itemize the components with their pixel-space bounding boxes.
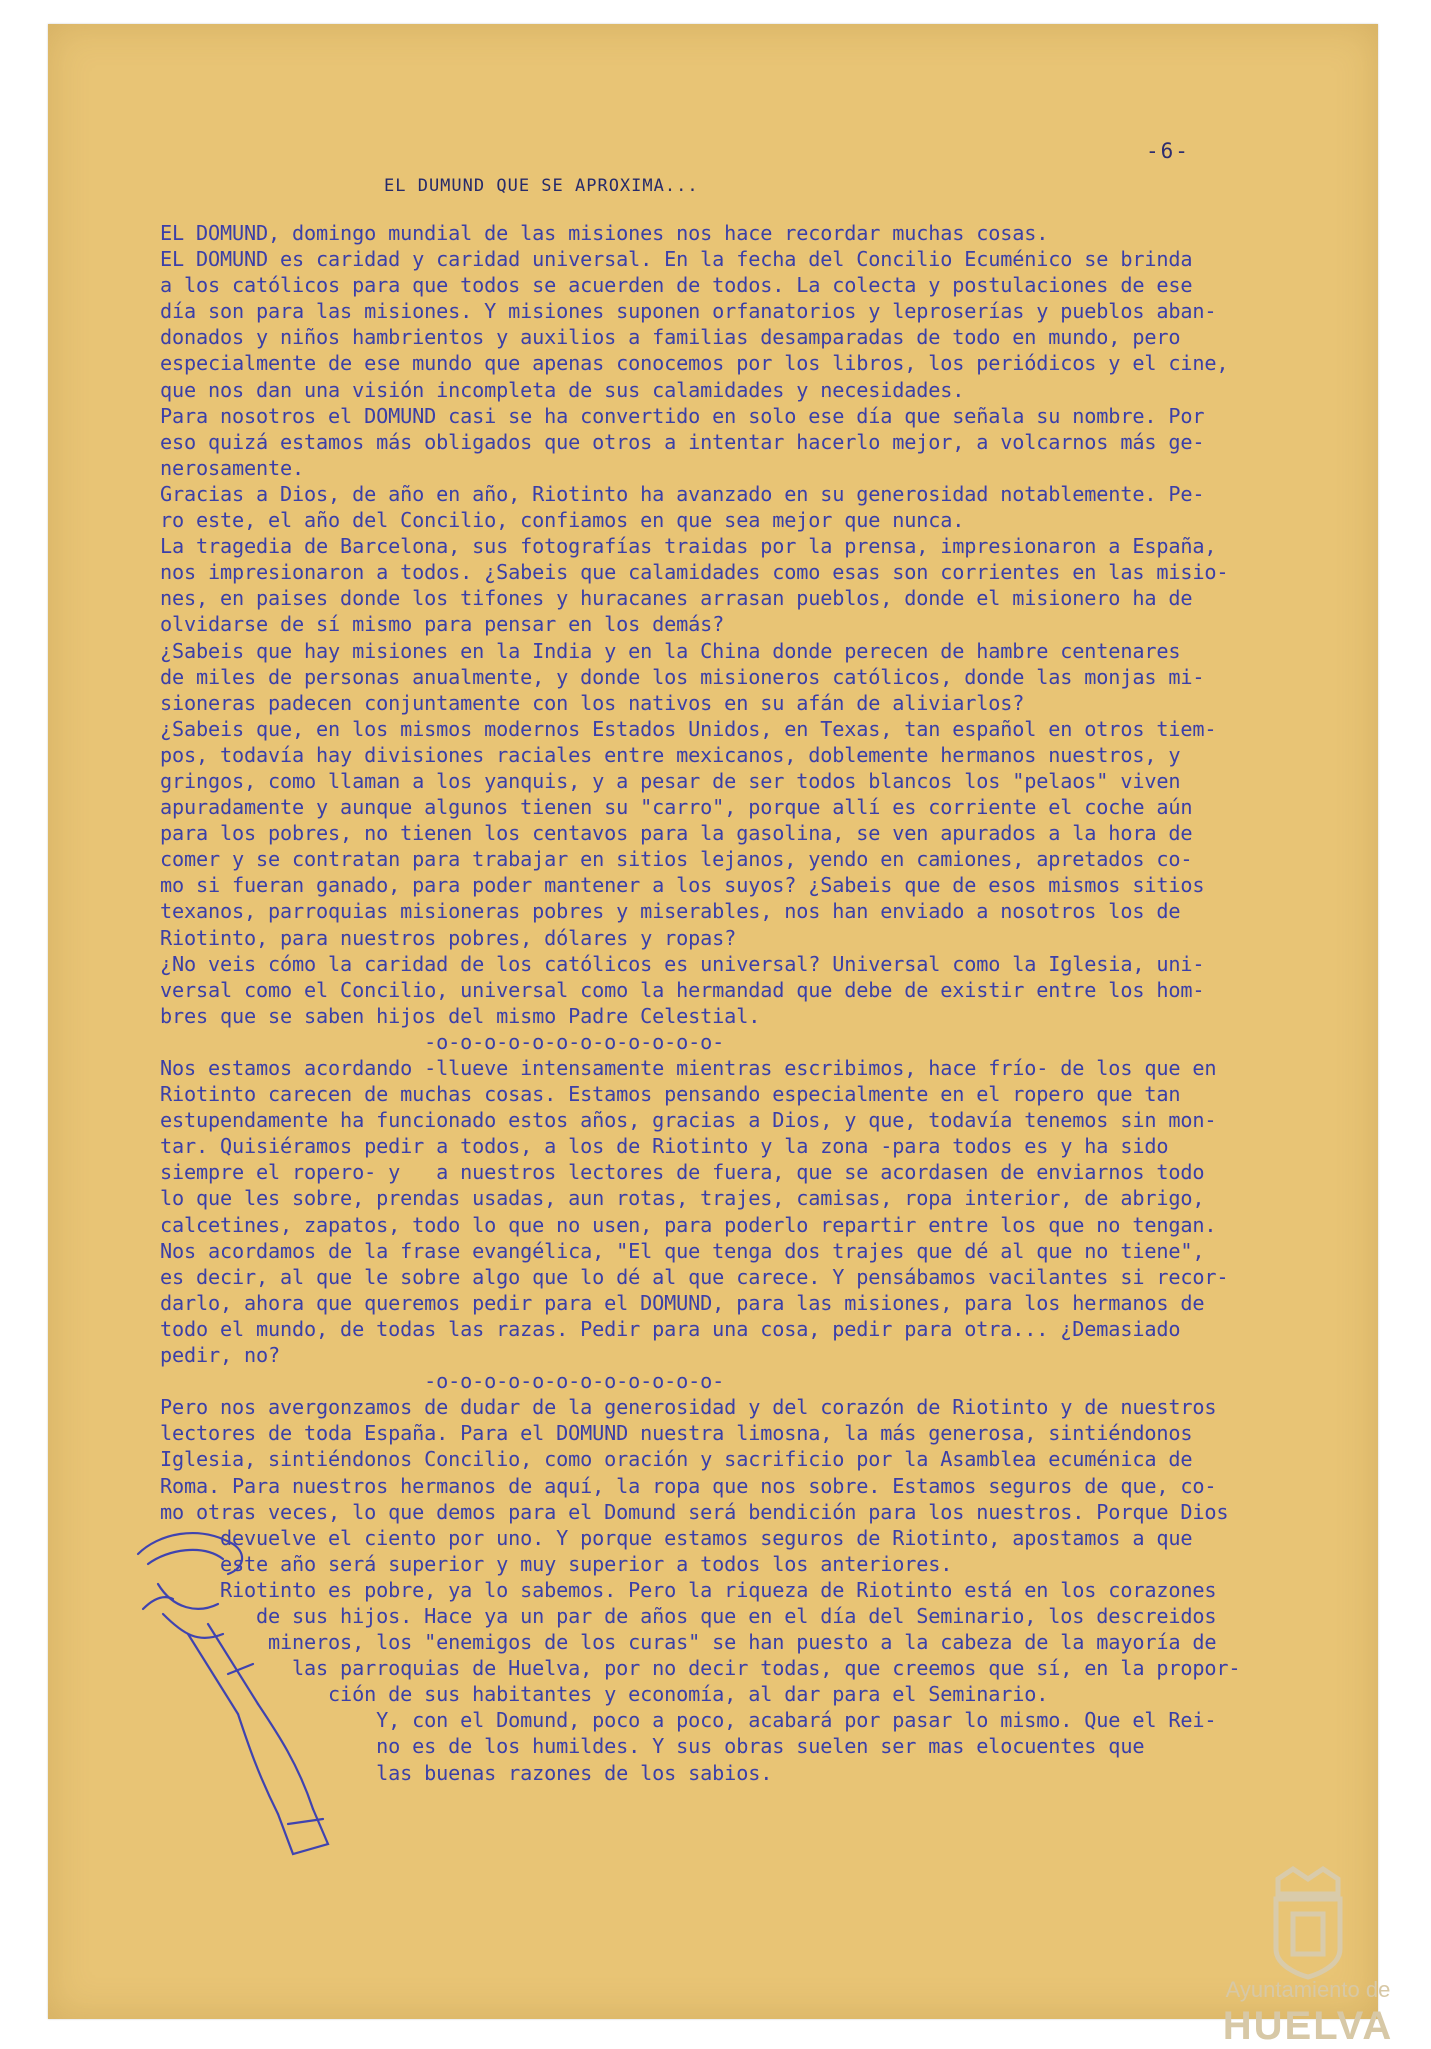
text-line: las parroquias de Huelva, por no decir todas, que creemos que sí, en la propor- — [160, 1656, 1241, 1681]
text-line: sioneras padecen conjuntamente con los nativos en su afán de aliviarlos? — [160, 690, 1025, 715]
watermark-line-2: HUELVA — [1222, 2004, 1394, 2048]
text-line: las buenas razones de los sabios. — [160, 1760, 773, 1785]
text-line: Roma. Para nuestros hermanos de aquí, la ropa que nos sobre. Estamos seguros de que, co- — [160, 1473, 1217, 1498]
text-line: Para nosotros el DOMUND casi se ha convertido en solo ese día que señala su nombre. Por — [160, 403, 1205, 428]
text-line: mo otras veces, lo que demos para el Domund será bendición para los nuestros. Porque Dios — [160, 1499, 1229, 1524]
text-line: que nos dan una visión incompleta de sus calamidades y necesidades. — [160, 377, 965, 402]
text-line: de sus hijos. Hace ya un par de años que en el día del Seminario, los descreidos — [160, 1603, 1217, 1628]
text-line: EL DOMUND es caridad y caridad universal. En la fecha del Concilio Ecuménico se brinda — [160, 247, 1193, 272]
text-line: ¿Sabeis que, en los mismos modernos Estados Unidos, en Texas, tan español en otros tiem- — [160, 716, 1217, 741]
text-line: apuradamente y aunque algunos tienen su "carro", porque allí es corriente el coche aún — [160, 795, 1193, 820]
text-line: Iglesia, sintiéndonos Concilio, como oración y sacrificio por la Asamblea ecuménica de — [160, 1447, 1193, 1472]
text-line: ¿Sabeis que hay misiones en la India y en la China donde perecen de hambre centenares — [160, 638, 1181, 663]
text-line: darlo, ahora que queremos pedir para el DOMUND, para las misiones, para los hermanos de — [160, 1290, 1205, 1315]
watermark-line-1: Ayuntamiento de — [1225, 1977, 1391, 2002]
text-line: tar. Quisiéramos pedir a todos, a los de Riotinto y la zona -para todos es y ha sido — [160, 1134, 1169, 1159]
text-line: pedir, no? — [160, 1343, 281, 1368]
text-line: todo el mundo, de todas las razas. Pedir para una cosa, pedir para otra... ¿Demasiado — [160, 1316, 1181, 1341]
text-line: comer y se contratan para trabajar en sitios lejanos, yendo en camiones, apretados co- — [160, 847, 1193, 872]
text-line: nes, en paises donde los tifones y huracanes arrasan pueblos, donde el misionero ha de — [160, 586, 1193, 611]
text-line: Nos estamos acordando -llueve intensamente mientras escribimos, hace frío- de los que en — [160, 1056, 1217, 1080]
text-line: La tragedia de Barcelona, sus fotografías traidas por la prensa, impresionaron a España, — [160, 534, 1217, 559]
text-line: ¿No veis cómo la caridad de los católicos es universal? Universal como la Iglesia, uni- — [160, 951, 1205, 976]
text-line: a los católicos para que todos se acuerden de todos. La colecta y postulaciones de ese — [160, 273, 1193, 298]
text-line: EL DOMUND, domingo mundial de las misiones nos hace recordar muchas cosas. — [160, 221, 1049, 245]
text-line: texanos, parroquias misioneras pobres y miserables, nos han enviado a nosotros los de — [160, 899, 1181, 924]
text-line: gringos, como llaman a los yanquis, y a pesar de ser todos blancos los "pelaos" viven — [160, 768, 1181, 793]
text-line: no es de los humildes. Y sus obras suelen ser mas elocuentes que — [160, 1734, 1145, 1759]
text-line: este año será superior y muy superior a todos los anteriores. — [160, 1551, 953, 1576]
text-line: Gracias a Dios, de año en año, Riotinto ha avanzado en su generosidad notablemente. Pe- — [160, 481, 1205, 506]
text-line: lectores de toda España. Para el DOMUND nuestra limosna, la más generosa, sintiéndonos — [160, 1421, 1193, 1446]
text-line: devuelve el ciento por uno. Y porque estamos seguros de Riotinto, apostamos a que — [160, 1525, 1193, 1550]
text-line: nerosamente. — [160, 455, 305, 480]
coat-of-arms-icon — [1198, 1869, 1418, 1979]
text-line: versal como el Concilio, universal como la hermandad que debe de existir entre los hom- — [160, 977, 1205, 1002]
text-line: pos, todavía hay divisiones raciales entre mexicanos, doblemente hermanos nuestros, y — [160, 742, 1181, 767]
text-line: especialmente de ese mundo que apenas conocemos por los libros, los periódicos y el cine, — [160, 351, 1229, 376]
document-page — [48, 24, 1394, 2048]
text-line: Y, con el Domund, poco a poco, acabará por pasar lo mismo. Que el Rei- — [160, 1708, 1217, 1733]
text-line: calcetines, zapatos, todo lo que no usen, para poderlo repartir entre los que no tengan. — [160, 1212, 1217, 1237]
text-line: Pero nos avergonzamos de dudar de la generosidad y del corazón de Riotinto y de nuestros — [160, 1395, 1217, 1420]
text-line: nos impresionaron a todos. ¿Sabeis que calamidades como esas son corrientes en las misio- — [160, 560, 1229, 585]
text-line: -o-o-o-o-o-o-o-o-o-o-o-o- — [160, 1029, 725, 1054]
text-line: donados y niños hambrientos y auxilios a familias desamparadas de todo en mundo, pero — [160, 325, 1181, 350]
text-line: siempre el ropero- y a nuestros lectores de fuera, que se acordasen de enviarnos todo — [160, 1160, 1205, 1185]
text-line: eso quizá estamos más obligados que otros a intentar hacerlo mejor, a volcarnos más ge- — [160, 429, 1205, 454]
ayuntamiento-watermark — [1198, 1869, 1418, 2049]
text-line: Riotinto carecen de muchas cosas. Estamos pensando especialmente en el ropero que tan — [160, 1082, 1181, 1107]
text-line: lo que les sobre, prendas usadas, aun rotas, trajes, camisas, ropa interior, de abrigo, — [160, 1186, 1205, 1211]
text-line: ción de sus habitantes y economía, al dar para el Seminario. — [160, 1682, 1049, 1707]
text-line: día son para las misiones. Y misiones suponen orfanatorios y leproserías y pueblos aban- — [160, 299, 1217, 324]
text-line: -o-o-o-o-o-o-o-o-o-o-o-o- — [160, 1369, 725, 1394]
text-line: de miles de personas anualmente, y donde los misioneros católicos, donde las monjas mi- — [160, 664, 1205, 689]
text-line: mo si fueran ganado, para poder mantener a los suyos? ¿Sabeis que de esos mismos sitios — [160, 873, 1205, 898]
text-line: estupendamente ha funcionado estos años, gracias a Dios, y que, todavía tenemos sin mon- — [160, 1108, 1217, 1133]
text-line: bres que se saben hijos del mismo Padre Celestial. — [160, 1003, 761, 1028]
hand-drawn-sketch-icon — [128, 1514, 358, 1864]
page-number: -6- — [1146, 139, 1190, 163]
text-line: olvidarse de sí mismo para pensar en los demás? — [160, 612, 725, 637]
text-line: para los pobres, no tienen los centavos para la gasolina, se ven apurados a la hora de — [160, 821, 1193, 846]
text-line: Nos acordamos de la frase evangélica, "El que tenga dos trajes que dé al que no tiene", — [160, 1238, 1205, 1263]
text-line: mineros, los "enemigos de los curas" se han puesto a la cabeza de la mayoría de — [160, 1630, 1217, 1655]
document-title: EL DUMUND QUE SE APROXIMA... — [384, 176, 699, 196]
text-line: Riotinto es pobre, ya lo sabemos. Pero la riqueza de Riotinto está en los corazones — [160, 1577, 1217, 1602]
text-line: es decir, al que le sobre algo que lo dé al que carece. Y pensábamos vacilantes si recor- — [160, 1264, 1229, 1289]
text-line: Riotinto, para nuestros pobres, dólares y ropas? — [160, 925, 737, 950]
text-line: ro este, el año del Concilio, confiamos en que sea mejor que nunca. — [160, 508, 965, 533]
